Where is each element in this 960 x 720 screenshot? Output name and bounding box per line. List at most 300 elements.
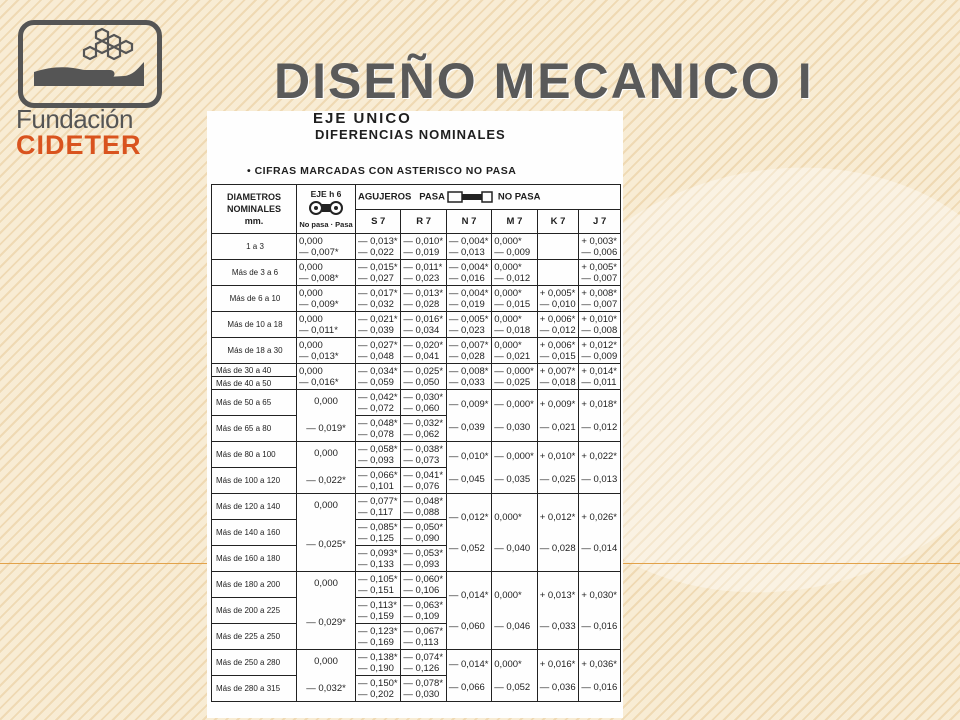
diameter-cell: Más de 120 a 140 xyxy=(212,494,297,520)
cell-value-upper: — 0,093* xyxy=(358,547,398,559)
cell-value-lower: — 0,009 xyxy=(494,246,531,258)
table-row xyxy=(212,234,621,260)
tolerance-sheet xyxy=(207,111,623,718)
tol-cell-m7 xyxy=(492,572,537,650)
table-row xyxy=(212,286,621,312)
cell-value-upper: + 0,005* xyxy=(539,287,576,299)
cell-value-upper: 0,000* xyxy=(494,287,522,299)
no-pass-label: NO PASA xyxy=(497,191,541,203)
cell-value-upper: — 0,042* xyxy=(358,391,398,403)
cell-value-lower: — 0,013* xyxy=(299,350,339,362)
col-header-shaft xyxy=(297,185,356,234)
cell-value-upper: — 0,010* xyxy=(448,450,489,462)
tol-cell-r7 xyxy=(401,416,446,442)
diameter-cell: Más de 160 a 180 xyxy=(212,546,297,572)
cell-value-lower: — 0,030 xyxy=(403,688,440,700)
diameter-cell: Más de 40 a 50 xyxy=(212,377,297,390)
cell-value-lower: — 0,060 xyxy=(403,402,440,414)
cell-value-upper: 0,000* xyxy=(494,339,522,351)
tol-cell-j7 xyxy=(579,650,621,702)
tol-cell-n7 xyxy=(446,338,491,364)
cell-value-upper: 0,000 xyxy=(314,656,338,667)
sheet-heading-2: DIFERENCIAS NOMINALES xyxy=(315,127,506,142)
cell-value-upper: — 0,012* xyxy=(448,511,489,523)
cell-value-upper: — 0,077* xyxy=(358,495,398,507)
tol-cell-r7 xyxy=(401,390,446,416)
table-row xyxy=(212,442,621,468)
col-j7: J 7 xyxy=(579,209,621,234)
logo xyxy=(14,18,164,158)
cell-value-lower: — 0,041 xyxy=(403,350,440,362)
cell-value-lower: — 0,032* xyxy=(306,683,346,694)
tol-cell-k7 xyxy=(537,234,579,260)
cell-value-upper: — 0,105* xyxy=(358,573,398,585)
shaft-cell xyxy=(297,364,356,390)
tol-cell-n7 xyxy=(446,572,491,650)
cell-value-upper: + 0,026* xyxy=(581,511,617,523)
cell-value-upper: — 0,014* xyxy=(448,658,489,670)
diameter-cell: Más de 50 a 65 xyxy=(212,390,297,416)
cell-value-lower: — 0,022* xyxy=(306,475,346,486)
tol-cell-j7 xyxy=(579,494,621,572)
table-row xyxy=(212,312,621,338)
cell-value-upper: + 0,008* xyxy=(581,287,617,299)
cell-value-lower: — 0,013 xyxy=(448,246,485,258)
tol-cell-s7 xyxy=(356,390,401,416)
tol-cell-s7 xyxy=(356,312,401,338)
cell-value-lower: — 0,016 xyxy=(581,681,618,693)
tol-cell-j7 xyxy=(579,260,621,286)
cell-value-lower: — 0,066 xyxy=(448,681,485,693)
tol-cell-n7 xyxy=(446,390,491,442)
cell-value-lower: — 0,093 xyxy=(403,558,440,570)
holes-label: AGUJEROS xyxy=(358,191,412,203)
tol-cell-j7 xyxy=(579,364,621,390)
diameter-cell: Más de 280 a 315 xyxy=(212,676,297,702)
tol-cell-j7 xyxy=(579,234,621,260)
cell-value-upper: + 0,012* xyxy=(539,511,576,523)
shaft-cell xyxy=(297,312,356,338)
tol-cell-r7 xyxy=(401,572,446,598)
cell-value-upper: + 0,018* xyxy=(581,398,617,410)
diameter-cell: Más de 200 a 225 xyxy=(212,598,297,624)
tol-cell-n7 xyxy=(446,494,491,572)
cell-value-upper: — 0,041* xyxy=(403,469,444,481)
tol-cell-r7 xyxy=(401,468,446,494)
col-diam-line3: mm. xyxy=(244,216,264,226)
cell-value-lower: — 0,151 xyxy=(358,584,394,596)
diameter-cell: Más de 10 a 18 xyxy=(212,312,297,338)
cell-value-upper: — 0,021* xyxy=(358,313,398,325)
cell-value-lower: — 0,015 xyxy=(539,350,576,362)
cell-value-upper: 0,000 xyxy=(314,396,338,407)
cell-value-upper: + 0,009* xyxy=(539,398,576,410)
cell-value-upper: — 0,004* xyxy=(448,235,489,247)
shaft-cell xyxy=(297,650,356,702)
cell-value-upper: — 0,078* xyxy=(403,677,444,689)
tol-cell-s7 xyxy=(356,234,401,260)
cell-value-upper: — 0,030* xyxy=(403,391,444,403)
tol-cell-s7 xyxy=(356,364,401,390)
col-r7: R 7 xyxy=(401,209,446,234)
cell-value-upper: + 0,036* xyxy=(581,658,617,670)
cell-value-lower: — 0,018 xyxy=(494,324,531,336)
cell-value-upper: — 0,000* xyxy=(494,450,534,462)
cell-value-upper: — 0,032* xyxy=(403,417,444,429)
cell-value-upper: 0,000* xyxy=(494,589,522,601)
table-row xyxy=(212,364,621,377)
tol-cell-s7 xyxy=(356,572,401,598)
cell-value-upper: — 0,010* xyxy=(403,235,444,247)
cell-value-upper: — 0,007* xyxy=(448,339,489,351)
cell-value-lower: — 0,093 xyxy=(358,454,394,466)
hand-honeycomb-icon xyxy=(34,26,144,96)
tol-cell-j7 xyxy=(579,390,621,442)
cell-value-upper: + 0,006* xyxy=(539,313,576,325)
cell-value-upper: + 0,030* xyxy=(581,589,617,601)
cell-value-lower: — 0,033 xyxy=(448,376,485,388)
cell-value-lower: — 0,202 xyxy=(358,688,394,700)
cell-value-lower: — 0,015 xyxy=(494,298,531,310)
cell-value-lower: — 0,010 xyxy=(539,298,576,310)
cell-value-upper: — 0,013* xyxy=(358,235,398,247)
tol-cell-m7 xyxy=(492,338,537,364)
cell-value-lower: — 0,022 xyxy=(358,246,394,258)
diameter-cell: Más de 80 a 100 xyxy=(212,442,297,468)
tol-cell-m7 xyxy=(492,286,537,312)
cell-value-lower: — 0,014 xyxy=(581,542,618,554)
col-diam-line2: NOMINALES xyxy=(227,204,281,214)
tol-cell-j7 xyxy=(579,338,621,364)
cell-value-lower: — 0,072 xyxy=(358,402,394,414)
cell-value-upper: + 0,012* xyxy=(581,339,617,351)
cell-value-upper: 0,000 xyxy=(299,235,323,247)
cell-value-lower: — 0,025 xyxy=(539,473,576,485)
cell-value-lower: — 0,025 xyxy=(494,376,531,388)
tol-cell-k7 xyxy=(537,260,579,286)
col-diam-line1: DIAMETROS xyxy=(227,192,281,202)
cell-value-lower: — 0,019* xyxy=(306,423,346,434)
cell-value-upper: 0,000 xyxy=(299,339,323,351)
col-n7: N 7 xyxy=(446,209,491,234)
col-k7: K 7 xyxy=(537,209,579,234)
cell-value-lower: — 0,035 xyxy=(494,473,531,485)
cell-value-lower: — 0,019 xyxy=(403,246,440,258)
page-title: DISEÑO MECANICO I xyxy=(274,53,814,109)
table-body xyxy=(212,234,621,702)
tol-cell-n7 xyxy=(446,650,491,702)
cell-value-upper: + 0,010* xyxy=(581,313,617,325)
cell-value-upper: + 0,005* xyxy=(581,261,617,273)
tol-cell-s7 xyxy=(356,416,401,442)
tol-cell-r7 xyxy=(401,624,446,650)
tol-cell-r7 xyxy=(401,676,446,702)
cell-value-upper: — 0,150* xyxy=(358,677,398,689)
cell-value-upper: — 0,085* xyxy=(358,521,398,533)
cell-value-lower: — 0,034 xyxy=(403,324,440,336)
cell-value-upper: + 0,007* xyxy=(539,365,576,377)
tol-cell-m7 xyxy=(492,390,537,442)
tol-cell-k7 xyxy=(537,312,579,338)
cell-value-lower: — 0,029* xyxy=(306,617,346,628)
cell-value-upper: — 0,066* xyxy=(358,469,398,481)
tol-cell-n7 xyxy=(446,286,491,312)
cell-value-lower: — 0,012 xyxy=(494,272,531,284)
cell-value-upper: — 0,013* xyxy=(403,287,444,299)
col-header-diameters xyxy=(212,185,297,234)
cell-value-lower: — 0,016* xyxy=(299,376,339,388)
tol-cell-r7 xyxy=(401,442,446,468)
cell-value-lower: — 0,012 xyxy=(581,421,618,433)
cell-value-lower: — 0,106 xyxy=(403,584,440,596)
cell-value-upper: — 0,050* xyxy=(403,521,444,533)
col-m7: M 7 xyxy=(492,209,537,234)
cell-value-upper: — 0,011* xyxy=(403,261,443,273)
cell-value-upper: 0,000 xyxy=(314,578,338,589)
tol-cell-s7 xyxy=(356,676,401,702)
cell-value-lower: — 0,117 xyxy=(358,506,394,518)
tol-cell-j7 xyxy=(579,572,621,650)
cell-value-upper: 0,000 xyxy=(299,313,323,325)
cell-value-upper: + 0,013* xyxy=(539,589,576,601)
cell-value-lower: — 0,060 xyxy=(448,620,485,632)
tol-cell-s7 xyxy=(356,286,401,312)
col-eje-sub: No pasa · Pasa xyxy=(299,219,353,229)
cell-value-upper: — 0,060* xyxy=(403,573,444,585)
diameter-cell: Más de 18 a 30 xyxy=(212,338,297,364)
cell-value-lower: — 0,078 xyxy=(358,428,394,440)
cell-value-lower: — 0,062 xyxy=(403,428,440,440)
tol-cell-k7 xyxy=(537,338,579,364)
tol-cell-r7 xyxy=(401,520,446,546)
cell-value-upper: — 0,005* xyxy=(448,313,489,325)
cell-value-lower: — 0,088 xyxy=(403,506,440,518)
cell-value-upper: — 0,067* xyxy=(403,625,444,637)
diameter-cell: Más de 250 a 280 xyxy=(212,650,297,676)
cell-value-lower: — 0,109 xyxy=(403,610,440,622)
tol-cell-j7 xyxy=(579,312,621,338)
tol-cell-k7 xyxy=(537,390,579,442)
cell-value-lower: — 0,048 xyxy=(358,350,394,362)
shaft-cell xyxy=(297,286,356,312)
cell-value-upper: — 0,017* xyxy=(358,287,398,299)
cell-value-lower: — 0,036 xyxy=(539,681,576,693)
tol-cell-s7 xyxy=(356,546,401,572)
cell-value-upper: + 0,003* xyxy=(581,235,617,247)
col-header-holes xyxy=(356,185,621,210)
tol-cell-m7 xyxy=(492,364,537,390)
cell-value-lower: — 0,025* xyxy=(306,539,346,550)
cell-value-lower: — 0,011 xyxy=(581,376,617,388)
cell-value-lower: — 0,021 xyxy=(494,350,531,362)
shaft-cell xyxy=(297,260,356,286)
cell-value-upper: — 0,038* xyxy=(403,443,444,455)
diameter-cell: Más de 100 a 120 xyxy=(212,468,297,494)
cell-value-upper: 0,000 xyxy=(299,365,323,377)
cell-value-lower: — 0,016 xyxy=(448,272,485,284)
cell-value-upper: — 0,123* xyxy=(358,625,398,637)
cell-value-upper: + 0,014* xyxy=(581,365,617,377)
cell-value-lower: — 0,011* xyxy=(299,324,338,336)
cell-value-lower: — 0,028 xyxy=(539,542,576,554)
cell-value-lower: — 0,028 xyxy=(448,350,485,362)
tol-cell-r7 xyxy=(401,286,446,312)
cell-value-lower: — 0,190 xyxy=(358,662,394,674)
cell-value-upper: — 0,027* xyxy=(358,339,398,351)
shaft-cell xyxy=(297,234,356,260)
cell-value-upper: — 0,014* xyxy=(448,589,489,601)
cell-value-lower: — 0,076 xyxy=(403,480,440,492)
cell-value-upper: — 0,008* xyxy=(448,365,489,377)
cell-value-upper: + 0,016* xyxy=(539,658,576,670)
tol-cell-n7 xyxy=(446,234,491,260)
cell-value-lower: — 0,039 xyxy=(358,324,394,336)
tol-cell-j7 xyxy=(579,442,621,494)
tol-cell-n7 xyxy=(446,312,491,338)
tol-cell-r7 xyxy=(401,494,446,520)
cell-value-upper: + 0,006* xyxy=(539,339,576,351)
cell-value-upper: — 0,009* xyxy=(448,398,489,410)
shaft-cell xyxy=(297,390,356,442)
cell-value-lower: — 0,007 xyxy=(581,272,618,284)
tol-cell-n7 xyxy=(446,260,491,286)
cell-value-upper: — 0,048* xyxy=(403,495,444,507)
tol-cell-r7 xyxy=(401,546,446,572)
tol-cell-s7 xyxy=(356,468,401,494)
cell-value-lower: — 0,032 xyxy=(358,298,394,310)
cell-value-upper: 0,000 xyxy=(314,500,338,511)
cell-value-lower: — 0,009 xyxy=(581,350,618,362)
tolerance-table xyxy=(211,184,621,702)
cell-value-lower: — 0,101 xyxy=(358,480,394,492)
cell-value-lower: — 0,013 xyxy=(581,473,618,485)
tol-cell-k7 xyxy=(537,494,579,572)
cell-value-upper: 0,000 xyxy=(314,448,338,459)
diameter-cell: Más de 65 a 80 xyxy=(212,416,297,442)
cell-value-upper: — 0,058* xyxy=(358,443,398,455)
cell-value-upper: — 0,004* xyxy=(448,287,489,299)
cell-value-lower: — 0,019 xyxy=(448,298,485,310)
tol-cell-m7 xyxy=(492,650,537,702)
tol-cell-m7 xyxy=(492,494,537,572)
cell-value-lower: — 0,039 xyxy=(448,421,485,433)
cell-value-upper: 0,000* xyxy=(494,511,522,523)
go-nogo-gauge-icon xyxy=(447,191,495,203)
cell-value-lower: — 0,050 xyxy=(403,376,440,388)
tol-cell-n7 xyxy=(446,364,491,390)
sheet-heading-1: EJE UNICO xyxy=(313,111,412,127)
cell-value-lower: — 0,040 xyxy=(494,542,531,554)
cell-value-lower: — 0,052 xyxy=(448,542,485,554)
cell-value-lower: — 0,007 xyxy=(581,298,618,310)
tol-cell-s7 xyxy=(356,520,401,546)
cell-value-upper: 0,000* xyxy=(494,261,522,273)
diameter-cell: Más de 6 a 10 xyxy=(212,286,297,312)
diameter-cell: 1 a 3 xyxy=(212,234,297,260)
cell-value-upper: + 0,022* xyxy=(581,450,617,462)
cell-value-lower: — 0,169 xyxy=(358,636,394,648)
diameter-cell: Más de 3 a 6 xyxy=(212,260,297,286)
cell-value-upper: — 0,034* xyxy=(358,365,398,377)
tol-cell-m7 xyxy=(492,442,537,494)
logo-line2: CIDETER xyxy=(16,130,142,160)
diameter-cell: Más de 140 a 160 xyxy=(212,520,297,546)
cell-value-lower: — 0,008 xyxy=(581,324,618,336)
table-row xyxy=(212,260,621,286)
table-row xyxy=(212,572,621,598)
cell-value-lower: — 0,018 xyxy=(539,376,576,388)
cell-value-upper: — 0,000* xyxy=(494,398,534,410)
cell-value-lower: — 0,016 xyxy=(581,620,618,632)
cell-value-lower: — 0,125 xyxy=(358,532,394,544)
cell-value-upper: — 0,138* xyxy=(358,651,398,663)
cell-value-lower: — 0,021 xyxy=(539,421,576,433)
cell-value-upper: — 0,016* xyxy=(403,313,444,325)
asterisk-note: • CIFRAS MARCADAS CON ASTERISCO NO PASA xyxy=(247,165,517,177)
diameter-cell: Más de 180 a 200 xyxy=(212,572,297,598)
cell-value-upper: 0,000* xyxy=(494,235,522,247)
col-eje-label: EJE h 6 xyxy=(310,188,342,199)
cell-value-upper: 0,000* xyxy=(494,658,522,670)
col-s7: S 7 xyxy=(356,209,401,234)
cell-value-lower: — 0,008* xyxy=(299,272,339,284)
tol-cell-k7 xyxy=(537,364,579,390)
logo-line1: Fundación xyxy=(16,104,133,134)
cell-value-lower: — 0,133 xyxy=(358,558,394,570)
tol-cell-k7 xyxy=(537,572,579,650)
cell-value-lower: — 0,028 xyxy=(403,298,440,310)
cell-value-lower: — 0,012 xyxy=(539,324,576,336)
cell-value-upper: — 0,048* xyxy=(358,417,398,429)
cell-value-lower: — 0,159 xyxy=(358,610,394,622)
table-row xyxy=(212,390,621,416)
cell-value-lower: — 0,052 xyxy=(494,681,531,693)
shaft-cell xyxy=(297,494,356,572)
shaft-gauge-icon xyxy=(306,200,346,216)
cell-value-upper: — 0,015* xyxy=(358,261,398,273)
cell-value-upper: + 0,010* xyxy=(539,450,576,462)
tol-cell-r7 xyxy=(401,364,446,390)
tol-cell-s7 xyxy=(356,338,401,364)
diameter-cell: Más de 225 a 250 xyxy=(212,624,297,650)
tol-cell-s7 xyxy=(356,494,401,520)
cell-value-upper: — 0,000* xyxy=(494,365,534,377)
cell-value-upper: — 0,113* xyxy=(358,599,397,611)
tol-cell-s7 xyxy=(356,260,401,286)
cell-value-lower: — 0,126 xyxy=(403,662,440,674)
tol-cell-j7 xyxy=(579,286,621,312)
cell-value-lower: — 0,090 xyxy=(403,532,440,544)
cell-value-lower: — 0,023 xyxy=(403,272,440,284)
cell-value-lower: — 0,073 xyxy=(403,454,440,466)
cell-value-upper: — 0,025* xyxy=(403,365,444,377)
cell-value-upper: — 0,020* xyxy=(403,339,444,351)
cell-value-lower: — 0,023 xyxy=(448,324,485,336)
tol-cell-s7 xyxy=(356,598,401,624)
sheet-header xyxy=(207,111,623,142)
tol-cell-s7 xyxy=(356,624,401,650)
tol-cell-r7 xyxy=(401,260,446,286)
table-row xyxy=(212,650,621,676)
cell-value-lower: — 0,030 xyxy=(494,421,531,433)
cell-value-lower: — 0,007* xyxy=(299,246,339,258)
cell-value-upper: — 0,004* xyxy=(448,261,489,273)
tol-cell-s7 xyxy=(356,650,401,676)
pass-label: PASA xyxy=(419,191,445,203)
tol-cell-r7 xyxy=(401,338,446,364)
diameter-cell: Más de 30 a 40 xyxy=(212,364,297,377)
cell-value-lower: — 0,046 xyxy=(494,620,531,632)
